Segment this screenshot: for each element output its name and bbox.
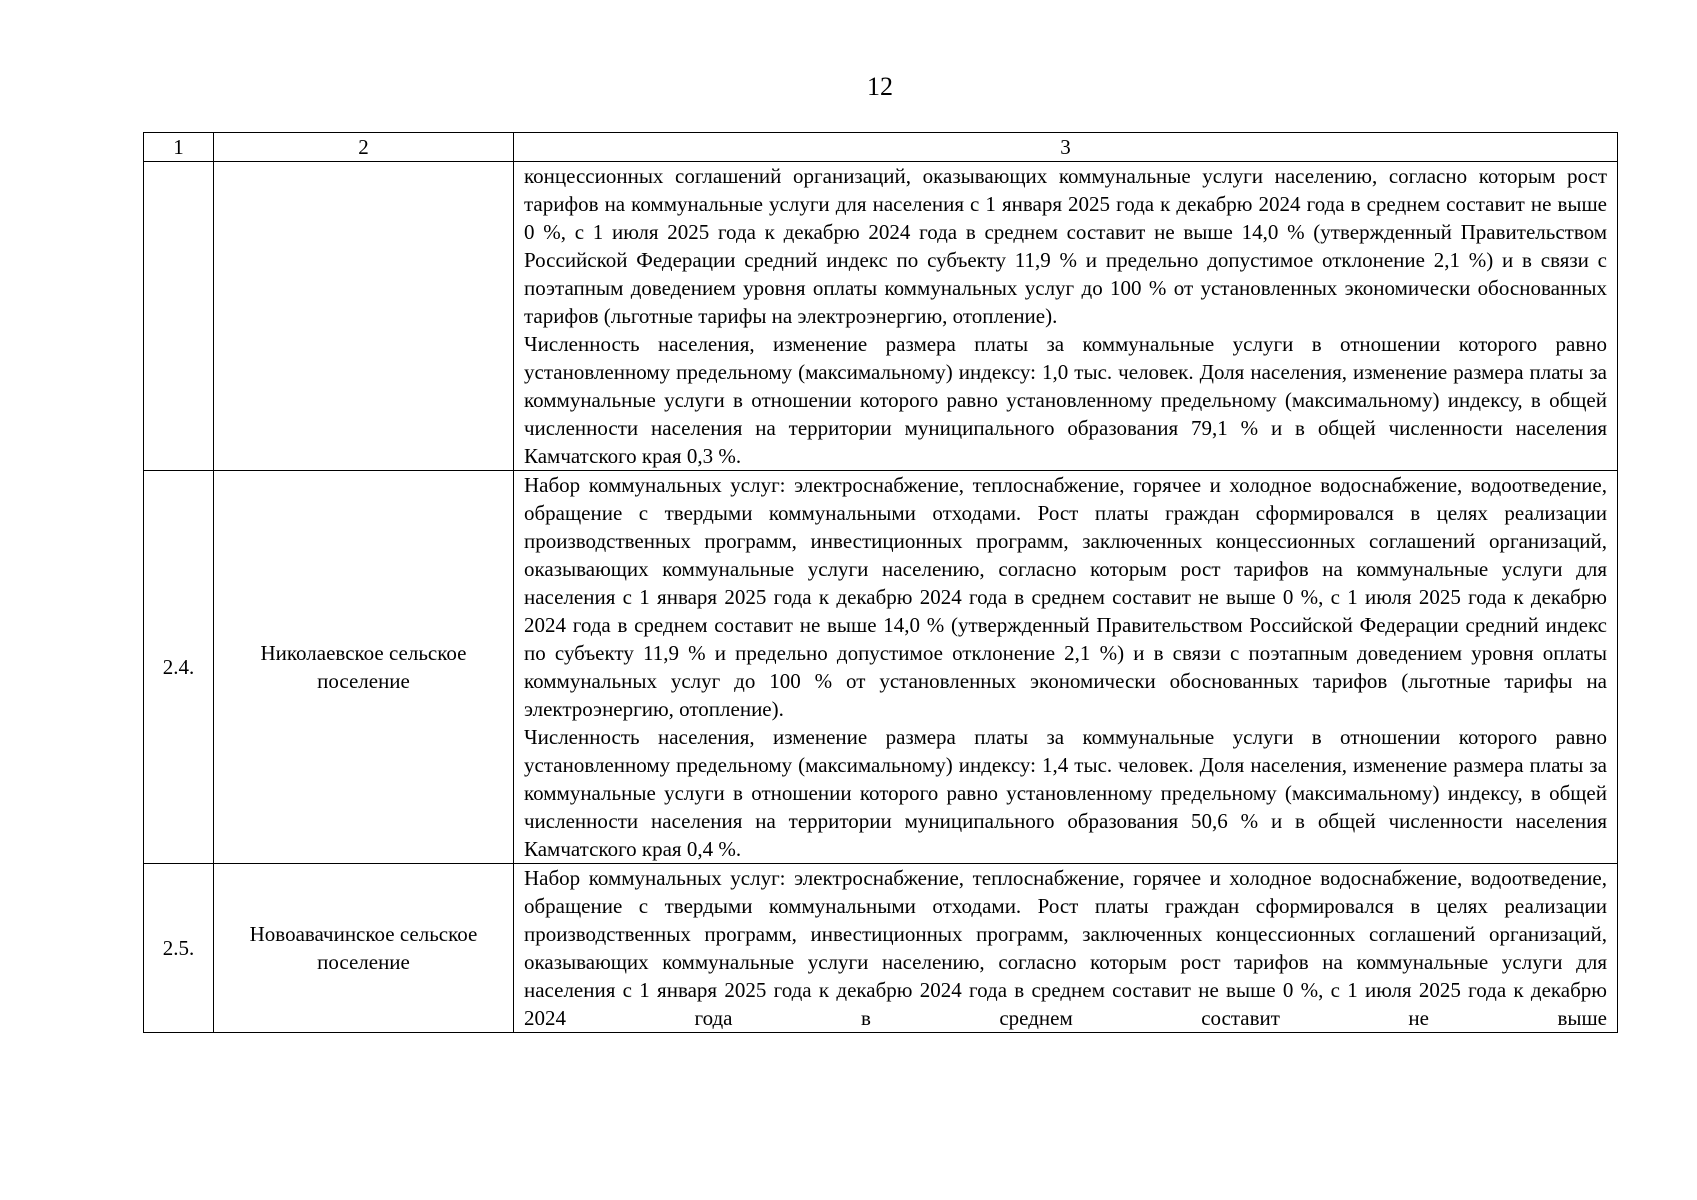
row-number-cell: 2.4. [144, 471, 214, 864]
header-cell-2: 2 [214, 133, 514, 162]
table-header-row [144, 133, 1618, 162]
table-body [144, 162, 1618, 1033]
municipality-name-cell [214, 162, 514, 471]
table-row [144, 162, 1618, 471]
header-cell-3: 3 [514, 133, 1618, 162]
description-paragraph: Набор коммунальных услуг: электроснабжение, теплоснабжение, горячее и холодное водоснабжение, водоотведение, обращение с твердыми коммунальными отходами. Рост платы граждан сформировался в целях реализации производственных программ, инвестиционных программ, заключенных концессионных соглашений организаций, оказывающих коммунальные услуги населению, согласно которым рост тарифов на коммунальные услуги для населения с 1 января 2025 года к декабрю 2024 года в среднем составит не выше 0 %, с 1 июля 2025 года к декабрю 2024 года в среднем составит не выше [524, 866, 1607, 1030]
data-table [143, 132, 1618, 1033]
description-cell [514, 471, 1618, 864]
row-number-cell: 2.5. [144, 864, 214, 1033]
description-paragraph: Численность населения, изменение размера платы за коммунальные услуги в отношении которого равно установленному предельному (максимальному) индексу: 1,0 тыс. человек. Доля населения, изменение размера платы за коммунальные услуги в отношении которого равно установленному предельному (максимальному) индексу, в общей численности населения на территории муниципального образования 79,1 % и в общей численности населения Камчатского края 0,3 %. [524, 332, 1607, 468]
description-cell [514, 864, 1618, 1033]
description-paragraph: Численность населения, изменение размера платы за коммунальные услуги в отношении которого равно установленному предельному (максимальному) индексу: 1,4 тыс. человек. Доля населения, изменение размера платы за коммунальные услуги в отношении которого равно установленному предельному (максимальному) индексу, в общей численности населения на территории муниципального образования 50,6 % и в общей численности населения Камчатского края 0,4 %. [524, 725, 1607, 861]
table-row [144, 471, 1618, 864]
table-header [144, 133, 1618, 162]
description-cell [514, 162, 1618, 471]
municipality-name-cell: Николаевское сельское поселение [214, 471, 514, 864]
header-cell-1: 1 [144, 133, 214, 162]
municipality-name-cell: Новоавачинское сельское поселение [214, 864, 514, 1033]
table-row [144, 864, 1618, 1033]
description-paragraph: концессионных соглашений организаций, оказывающих коммунальные услуги населению, согласно которым рост тарифов на коммунальные услуги для населения с 1 января 2025 года к декабрю 2024 года в среднем составит не выше 0 %, с 1 июля 2025 года к декабрю 2024 года в среднем составит не выше 14,0 % (утвержденный Правительством Российской Федерации средний индекс по субъекту 11,9 % и предельно допустимое отклонение 2,1 %) и в связи с поэтапным доведением уровня оплаты коммунальных услуг до 100 % от установленных экономически обоснованных тарифов (льготные тарифы на электроэнергию, отопление). [524, 164, 1607, 328]
page-number: 12 [867, 72, 893, 101]
description-paragraph: Набор коммунальных услуг: электроснабжение, теплоснабжение, горячее и холодное водоснабжение, водоотведение, обращение с твердыми коммунальными отходами. Рост платы граждан сформировался в целях реализации производственных программ, инвестиционных программ, заключенных концессионных соглашений организаций, оказывающих коммунальные услуги населению, согласно которым рост тарифов на коммунальные услуги для населения с 1 января 2025 года к декабрю 2024 года в среднем составит не выше 0 %, с 1 июля 2025 года к декабрю 2024 года в среднем составит не выше 14,0 % (утвержденный Правительством Российской Федерации средний индекс по субъекту 11,9 % и предельно допустимое отклонение 2,1 %) и в связи с поэтапным доведением уровня оплаты коммунальных услуг до 100 % от установленных экономически обоснованных тарифов (льготные тарифы на электроэнергию, отопление). [524, 473, 1607, 721]
row-number-cell [144, 162, 214, 471]
